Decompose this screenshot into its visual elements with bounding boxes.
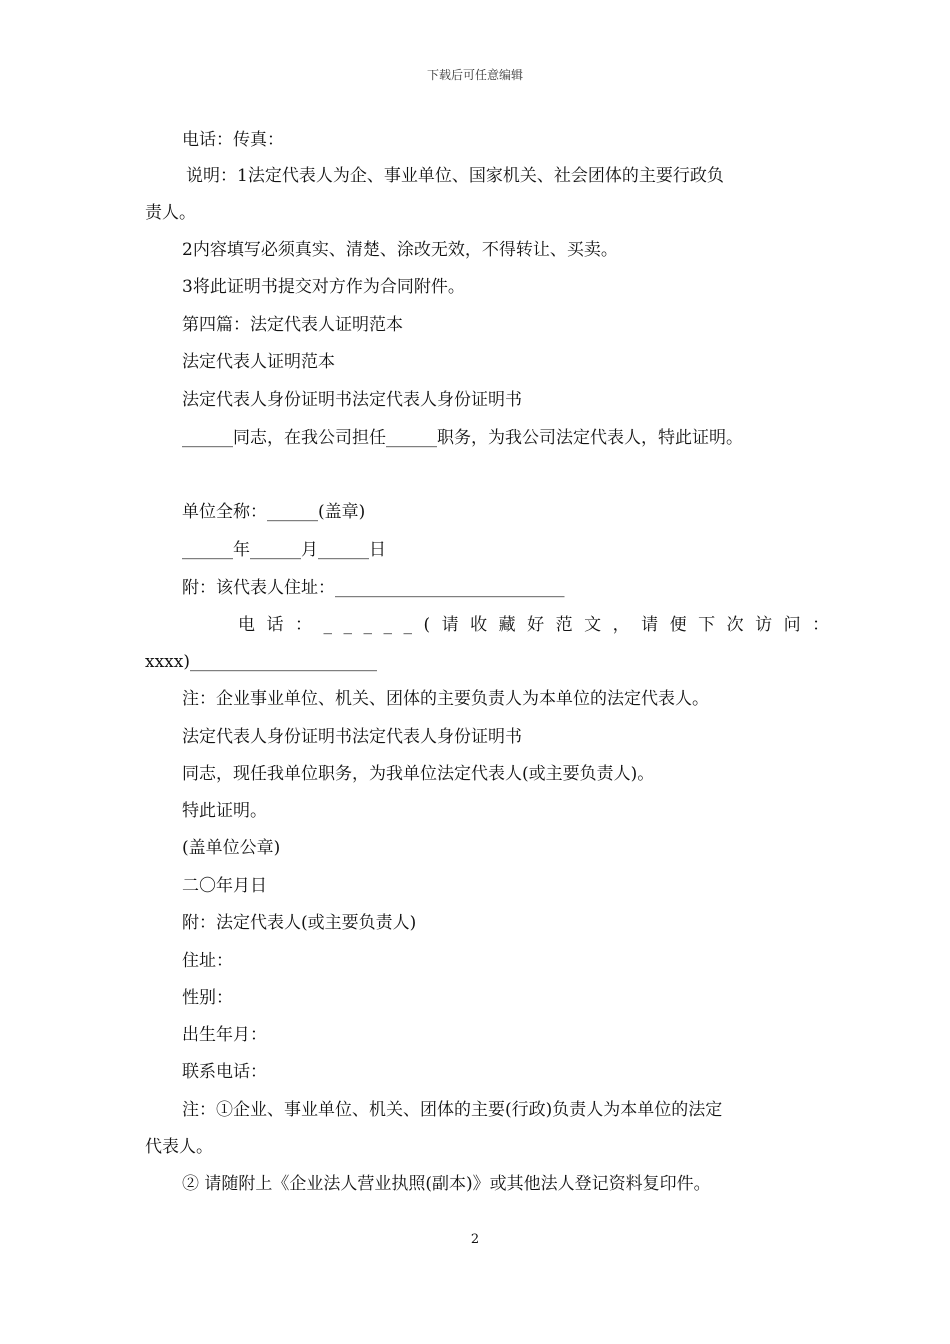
text-line-note-1: 说明：1法定代表人为企、事业单位、国家机关、社会团体的主要行政负 xyxy=(186,166,724,186)
note-item-2: ② 请随附上《企业法人营业执照(副本)》或其他法人登记资料复印件。 xyxy=(182,1174,711,1194)
certificate-body: ______同志，在我公司担任______职务，为我公司法定代表人，特此证明。 xyxy=(182,428,743,448)
address-line: 附：该代表人住址：___________________________ xyxy=(182,578,565,598)
date-line: ______年______月______日 xyxy=(182,540,386,560)
phone-line-cont: xxxx)______________________ xyxy=(145,652,377,672)
text-line-phone-fax: 电话：传真： xyxy=(182,130,284,150)
birth-field: 出生年月： xyxy=(182,1025,267,1045)
phone-field: 联系电话： xyxy=(182,1062,267,1082)
attachment-line: 附：法定代表人(或主要负责人) xyxy=(182,913,417,933)
unit-name-line: 单位全称：______(盖章) xyxy=(182,502,366,522)
phone-line: 电话：_____(请收藏好范文，请便下次访问： xyxy=(238,615,841,635)
certify-line: 特此证明。 xyxy=(182,801,267,821)
date-line-2: 二〇年月日 xyxy=(182,876,267,896)
note-item-1-cont: 代表人。 xyxy=(145,1137,213,1157)
note-item-1: 注：①企业、事业单位、机关、团体的主要(行政)负责人为本单位的法定 xyxy=(182,1100,723,1120)
certificate-body-2: 同志，现任我单位职务，为我单位法定代表人(或主要负责人)。 xyxy=(182,764,655,784)
gender-field: 性别： xyxy=(182,988,233,1008)
certificate-title-2: 法定代表人身份证明书法定代表人身份证明书 xyxy=(182,727,522,747)
text-line-note-3: 3将此证明书提交对方作为合同附件。 xyxy=(182,277,465,297)
text-line-note-2: 2内容填写必须真实、清楚、涂改无效，不得转让、买卖。 xyxy=(182,240,618,260)
certificate-title: 法定代表人身份证明书法定代表人身份证明书 xyxy=(182,390,522,410)
address-field: 住址： xyxy=(182,951,233,971)
page-number: 2 xyxy=(470,1232,480,1247)
header-note: 下载后可任意编辑 xyxy=(426,68,523,82)
text-line-note-1-cont: 责人。 xyxy=(145,203,196,223)
section-heading: 第四篇：法定代表人证明范本 xyxy=(182,315,403,335)
seal-line: (盖单位公章) xyxy=(182,838,281,858)
footnote-line: 注：企业事业单位、机关、团体的主要负责人为本单位的法定代表人。 xyxy=(182,689,709,709)
subheading: 法定代表人证明范本 xyxy=(182,352,335,372)
